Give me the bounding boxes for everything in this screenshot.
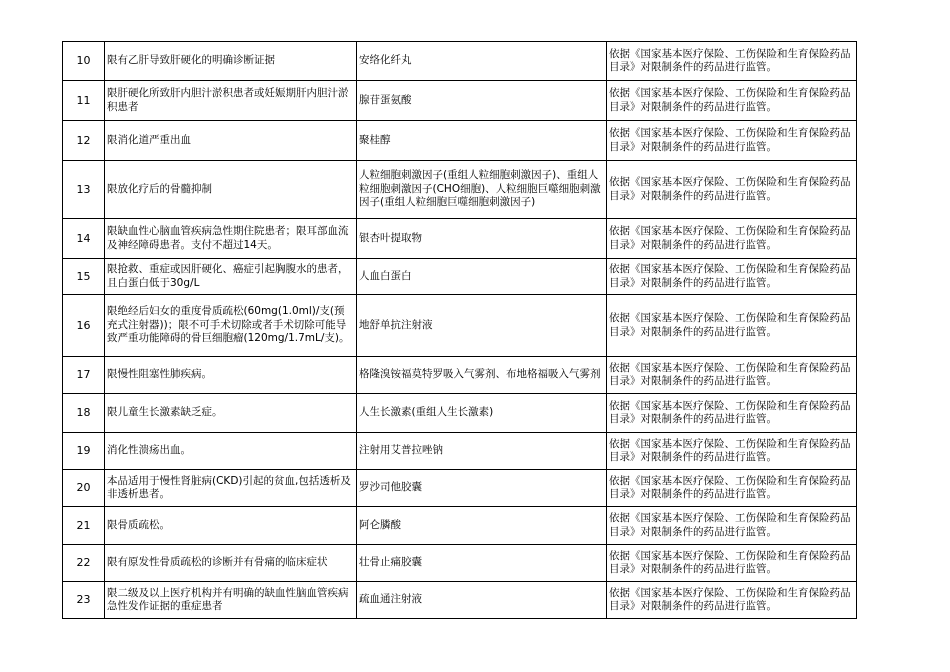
supervision-basis: 依据《国家基本医疗保险、工伤保险和生育保险药品目录》对限制条件的药品进行监管。 xyxy=(607,259,857,295)
row-number: 20 xyxy=(63,470,105,507)
drug-restriction-sheet xyxy=(62,41,857,619)
table-row xyxy=(63,259,857,295)
supervision-basis: 依据《国家基本医疗保险、工伤保险和生育保险药品目录》对限制条件的药品进行监管。 xyxy=(607,470,857,507)
row-number: 13 xyxy=(63,161,105,219)
drug-name: 银杏叶提取物 xyxy=(357,219,607,259)
drug-restriction-table xyxy=(62,41,857,619)
restriction-condition: 限有原发性骨质疏松的诊断并有骨痛的临床症状 xyxy=(105,545,357,582)
supervision-basis: 依据《国家基本医疗保险、工伤保险和生育保险药品目录》对限制条件的药品进行监管。 xyxy=(607,545,857,582)
row-number: 18 xyxy=(63,394,105,433)
row-number: 23 xyxy=(63,582,105,619)
supervision-basis: 依据《国家基本医疗保险、工伤保险和生育保险药品目录》对限制条件的药品进行监管。 xyxy=(607,121,857,161)
table-row xyxy=(63,42,857,81)
supervision-basis: 依据《国家基本医疗保险、工伤保险和生育保险药品目录》对限制条件的药品进行监管。 xyxy=(607,582,857,619)
row-number: 14 xyxy=(63,219,105,259)
drug-name: 安络化纤丸 xyxy=(357,42,607,81)
table-row xyxy=(63,121,857,161)
drug-name: 腺苷蛋氨酸 xyxy=(357,81,607,121)
restriction-condition: 本品适用于慢性肾脏病(CKD)引起的贫血,包括透析及非透析患者。 xyxy=(105,470,357,507)
supervision-basis: 依据《国家基本医疗保险、工伤保险和生育保险药品目录》对限制条件的药品进行监管。 xyxy=(607,81,857,121)
supervision-basis: 依据《国家基本医疗保险、工伤保险和生育保险药品目录》对限制条件的药品进行监管。 xyxy=(607,433,857,470)
supervision-basis: 依据《国家基本医疗保险、工伤保险和生育保险药品目录》对限制条件的药品进行监管。 xyxy=(607,394,857,433)
restriction-condition: 限绝经后妇女的重度骨质疏松(60mg(1.0ml)/支(预充式注射器))；限不可手术切除或者手术切除可能导致严重功能障碍的骨巨细胞瘤(120mg/1.7mL/支)。 xyxy=(105,295,357,357)
row-number: 17 xyxy=(63,357,105,394)
restriction-condition: 限慢性阻塞性肺疾病。 xyxy=(105,357,357,394)
restriction-condition: 限放化疗后的骨髓抑制 xyxy=(105,161,357,219)
drug-name: 壮骨止痛胶囊 xyxy=(357,545,607,582)
drug-name: 阿仑膦酸 xyxy=(357,507,607,545)
table-row xyxy=(63,582,857,619)
row-number: 10 xyxy=(63,42,105,81)
restriction-condition: 限骨质疏松。 xyxy=(105,507,357,545)
supervision-basis: 依据《国家基本医疗保险、工伤保险和生育保险药品目录》对限制条件的药品进行监管。 xyxy=(607,161,857,219)
table-row xyxy=(63,357,857,394)
restriction-condition: 限消化道严重出血 xyxy=(105,121,357,161)
restriction-condition: 限肝硬化所致肝内胆汁淤积患者或妊娠期肝内胆汁淤积患者 xyxy=(105,81,357,121)
restriction-condition: 消化性溃疡出血。 xyxy=(105,433,357,470)
drug-name: 格隆溴铵福莫特罗吸入气雾剂、布地格福吸入气雾剂 xyxy=(357,357,607,394)
drug-name: 人血白蛋白 xyxy=(357,259,607,295)
drug-name: 地舒单抗注射液 xyxy=(357,295,607,357)
table-row xyxy=(63,81,857,121)
row-number: 16 xyxy=(63,295,105,357)
drug-name: 注射用艾普拉唑钠 xyxy=(357,433,607,470)
supervision-basis: 依据《国家基本医疗保险、工伤保险和生育保险药品目录》对限制条件的药品进行监管。 xyxy=(607,357,857,394)
supervision-basis: 依据《国家基本医疗保险、工伤保险和生育保险药品目录》对限制条件的药品进行监管。 xyxy=(607,219,857,259)
table-row xyxy=(63,394,857,433)
row-number: 19 xyxy=(63,433,105,470)
drug-name: 罗沙司他胶囊 xyxy=(357,470,607,507)
row-number: 15 xyxy=(63,259,105,295)
supervision-basis: 依据《国家基本医疗保险、工伤保险和生育保险药品目录》对限制条件的药品进行监管。 xyxy=(607,507,857,545)
table-row xyxy=(63,433,857,470)
table-row xyxy=(63,545,857,582)
supervision-basis: 依据《国家基本医疗保险、工伤保险和生育保险药品目录》对限制条件的药品进行监管。 xyxy=(607,42,857,81)
table-row xyxy=(63,219,857,259)
restriction-condition: 限有乙肝导致肝硬化的明确诊断证据 xyxy=(105,42,357,81)
table-row xyxy=(63,470,857,507)
row-number: 22 xyxy=(63,545,105,582)
restriction-condition: 限儿童生长激素缺乏症。 xyxy=(105,394,357,433)
drug-name: 聚桂醇 xyxy=(357,121,607,161)
table-row xyxy=(63,161,857,219)
drug-name: 疏血通注射液 xyxy=(357,582,607,619)
table-row xyxy=(63,507,857,545)
table-row xyxy=(63,295,857,357)
drug-name: 人粒细胞刺激因子(重组人粒细胞刺激因子)、重组人粒细胞刺激因子(CHO细胞)、人粒细胞巨噬细胞刺激因子(重组人粒细胞巨噬细胞刺激因子) xyxy=(357,161,607,219)
drug-name: 人生长激素(重组人生长激素) xyxy=(357,394,607,433)
restriction-condition: 限二级及以上医疗机构并有明确的缺血性脑血管疾病急性发作证据的重症患者 xyxy=(105,582,357,619)
restriction-condition: 限缺血性心脑血管疾病急性期住院患者；限耳部血流及神经障碍患者。支付不超过14天。 xyxy=(105,219,357,259)
row-number: 21 xyxy=(63,507,105,545)
row-number: 12 xyxy=(63,121,105,161)
supervision-basis: 依据《国家基本医疗保险、工伤保险和生育保险药品目录》对限制条件的药品进行监管。 xyxy=(607,295,857,357)
restriction-condition: 限抢救、重症或因肝硬化、癌症引起胸腹水的患者，且白蛋白低于30g/L xyxy=(105,259,357,295)
row-number: 11 xyxy=(63,81,105,121)
